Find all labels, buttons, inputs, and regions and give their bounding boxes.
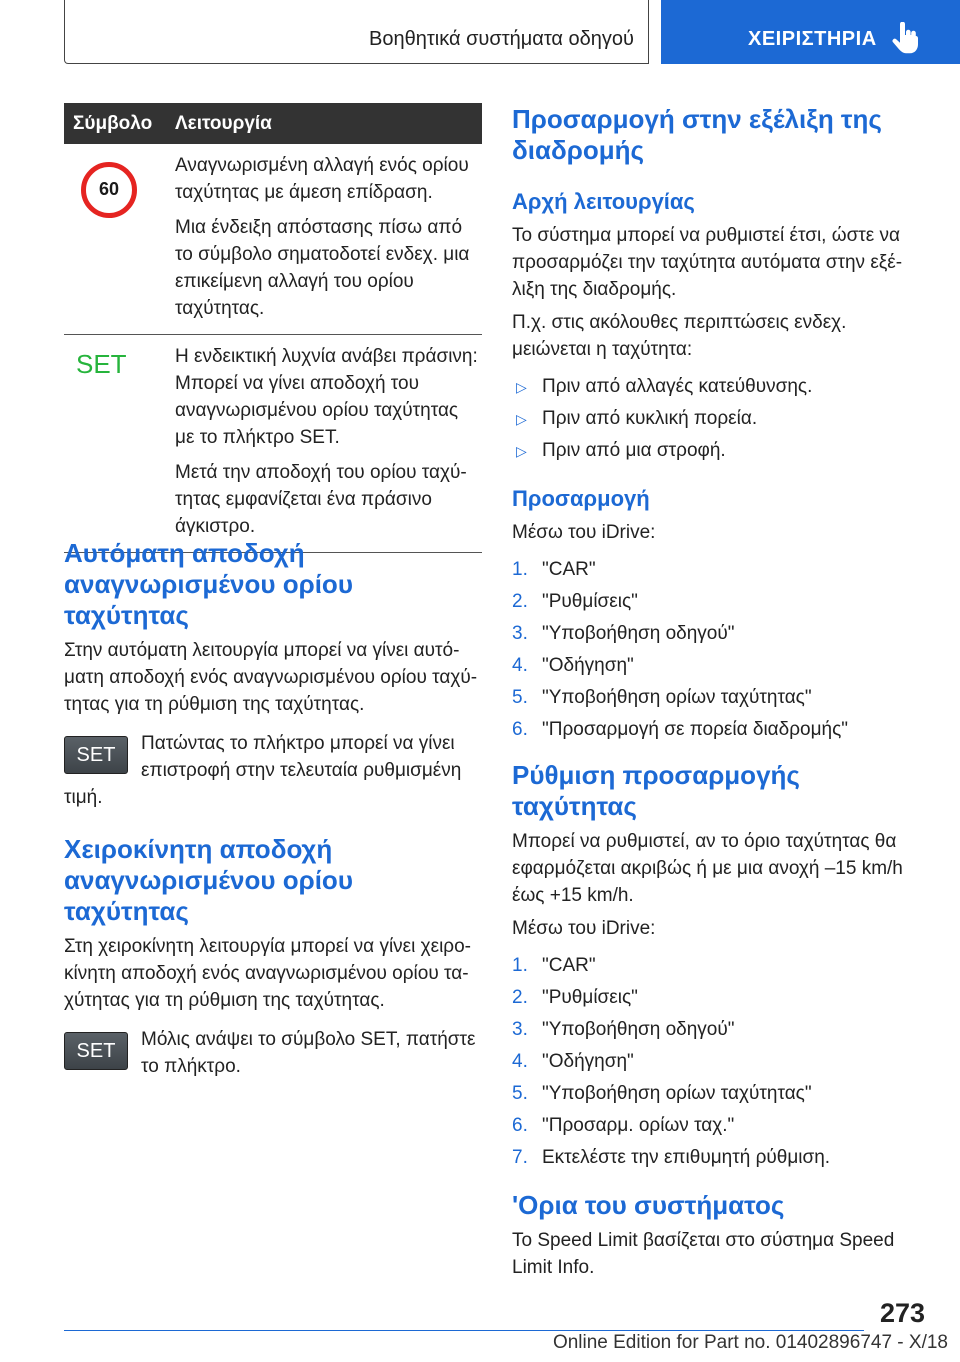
- system-limits-section: [512, 1190, 912, 1281]
- list-item: [512, 1014, 912, 1046]
- step-number: 4.: [512, 655, 528, 676]
- system-limits-text: Το Speed Limit βασίζεται στο σύστημα Speed Limit Info.: [512, 1230, 895, 1278]
- hand-pointer-icon: [891, 22, 919, 54]
- manual-set-note: [64, 1026, 480, 1080]
- idrive-text: Μέσω του iDrive:: [512, 522, 656, 543]
- route-adaptation-heading: Προσαρμογή στην εξέλιξη της διαδρομής: [512, 104, 882, 165]
- manual-set-text: Μόλις ανάψει το σύμβολο SET, πατήστε το πλήκτρο.: [141, 1029, 476, 1077]
- list-item: [512, 618, 912, 650]
- step-number: 1.: [512, 559, 528, 580]
- adjustment-heading: Προσαρμογή: [512, 486, 650, 511]
- list-item: [512, 586, 912, 618]
- list-item: [512, 371, 912, 403]
- list-item-text: "Προσαρμ. ορίων ταχ.": [542, 1115, 735, 1136]
- chapter-title: ΧΕΙΡΙΣΤΗΡΙΑ: [748, 28, 877, 50]
- speed-adjust-heading: Ρύθμιση προσαρμογής ταχύτητας: [512, 760, 800, 821]
- list-item-text: Πριν από κυκλική πορεία.: [542, 408, 758, 429]
- symbol-table: [64, 103, 482, 553]
- list-item: [512, 982, 912, 1014]
- principle-heading: Αρχή λειτουργίας: [512, 189, 695, 214]
- footer-rule: [64, 1330, 864, 1331]
- function-text: Μετά την αποδοχή του ορίου ταχύτητας εμφανίζεται ένα πράσινο άγκιστρο.: [175, 462, 467, 537]
- adjustment-steps: [512, 554, 912, 746]
- list-item-text: "CAR": [542, 559, 596, 580]
- speed-limit-value: 60: [98, 179, 120, 199]
- speed-adjust-section: [512, 760, 912, 1174]
- list-item-text: "Οδήγηση": [542, 655, 634, 676]
- manual-accept-section: [64, 834, 480, 1080]
- col-function-header: Λειτουργία: [175, 113, 272, 134]
- set-button-icon: SET: [64, 736, 128, 774]
- speed-limit-sign-icon: [81, 162, 137, 218]
- list-item-text: "Υποβοήθηση οδηγού": [542, 623, 735, 644]
- step-number: 2.: [512, 987, 528, 1008]
- list-item-text: "Προσαρμογή σε πορεία διαδρομής": [542, 719, 849, 740]
- table-row: [64, 144, 482, 335]
- list-item-text: "Οδήγηση": [542, 1051, 634, 1072]
- auto-accept-text: Στην αυτόματη λειτουργία μπορεί να γίνει αυτόματη αποδοχή ενός αναγνωρισμένου ορίου ταχύτητας για τη ρύθμιση της ταχύτητας.: [64, 640, 478, 715]
- function-text: Η ενδεικτική λυχνία ανάβει πράσινη: Μπορεί να γίνει αποδοχή του αναγνωρισμένου ορίου ταχύτητας με το πλήκτρο SET.: [175, 346, 478, 448]
- list-item: [512, 1110, 912, 1142]
- list-item-text: "Υποβοήθηση ορίων ταχύτητας": [542, 687, 812, 708]
- step-number: 7.: [512, 1147, 528, 1168]
- step-number: 5.: [512, 687, 528, 708]
- step-number: 6.: [512, 719, 528, 740]
- function-cell: [175, 335, 482, 552]
- col-symbol-header: Σύμβολο: [73, 113, 153, 134]
- list-item: [512, 1142, 912, 1174]
- auto-accept-section: [64, 538, 480, 811]
- step-number: 4.: [512, 1051, 528, 1072]
- auto-set-text: Πατώντας το πλήκτρο μπορεί να γίνει επιστροφή στην τελευταία ρυθμισμένη τιμή.: [64, 733, 462, 808]
- list-item-text: "Ρυθμίσεις": [542, 987, 638, 1008]
- list-item: [512, 1078, 912, 1110]
- manual-accept-text: Στη χειροκίνητη λειτουργία μπορεί να γίνει χειροκίνητη αποδοχή ενός αναγνωρισμένου ορίου ταχύτητας για τη ρύθμιση της ταχύτητας.: [64, 936, 471, 1011]
- list-item-text: "Ρυθμίσεις": [542, 591, 638, 612]
- step-number: 2.: [512, 591, 528, 612]
- page-header: [64, 0, 960, 64]
- list-item: [512, 435, 912, 467]
- set-indicator-icon: SET: [76, 349, 127, 379]
- table-row: [64, 335, 482, 553]
- example-text: Π.χ. στις ακόλουθες περιπτώσεις ενδεχ. μειώνεται η ταχύτητα:: [512, 312, 847, 360]
- list-item: [512, 714, 912, 746]
- speed-adjust-steps: [512, 950, 912, 1174]
- list-item-text: Πριν από μια στροφή.: [542, 440, 726, 461]
- function-cell: [175, 144, 482, 334]
- route-adaptation-section: [512, 104, 912, 746]
- list-item: [512, 682, 912, 714]
- set-button-icon: SET: [64, 1032, 128, 1070]
- table-header: [64, 103, 482, 144]
- list-item-text: Πριν από αλλαγές κατεύθυνσης.: [542, 376, 813, 397]
- manual-accept-heading: Χειροκίνητη αποδοχή αναγνωρισμένου ορίου ταχύτητας: [64, 834, 353, 926]
- list-item: [512, 554, 912, 586]
- function-text: Αναγνωρισμένη αλλαγή ενός ορίου ταχύτητας με άμεση επίδραση.: [175, 155, 469, 203]
- list-item-text: Εκτελέστε την επιθυμητή ρύθμιση.: [542, 1147, 831, 1168]
- step-number: 6.: [512, 1115, 528, 1136]
- page-number: 273: [880, 1298, 926, 1328]
- list-item: [512, 950, 912, 982]
- step-number: 3.: [512, 623, 528, 644]
- bullet-marker-icon: ▷: [516, 411, 527, 427]
- section-title: Βοηθητικά συστήματα οδηγού: [369, 28, 634, 50]
- list-item-text: "CAR": [542, 955, 596, 976]
- system-limits-heading: 'Ορια του συστήματος: [512, 1190, 785, 1220]
- bullet-marker-icon: ▷: [516, 379, 527, 395]
- list-item-text: "Υποβοήθηση οδηγού": [542, 1019, 735, 1040]
- step-number: 5.: [512, 1083, 528, 1104]
- chapter-tab: [661, 0, 960, 64]
- list-item: [512, 1046, 912, 1078]
- bullet-marker-icon: ▷: [516, 443, 527, 459]
- footer-edition: Online Edition for Part no. 01402896747 - X/18: [552, 1332, 948, 1353]
- list-item: [512, 403, 912, 435]
- example-list: [512, 371, 912, 467]
- auto-accept-heading: Αυτόματη αποδοχή αναγνωρισμένου ορίου ταχύτητας: [64, 538, 353, 630]
- speed-adjust-text: Μπορεί να ρυθμιστεί, αν το όριο ταχύτητας θα εφαρμόζεται ακριβώς ή με μια ανοχή –15 km/h έως +15 km/h.: [512, 831, 903, 906]
- function-text: Μια ένδειξη απόστασης πίσω από το σύμβολο σηματοδοτεί ενδεχ. μια επικείμενη αλλαγή του ορίου ταχύτητας.: [175, 217, 470, 319]
- list-item-text: "Υποβοήθηση ορίων ταχύτητας": [542, 1083, 812, 1104]
- auto-set-note: [64, 730, 480, 811]
- step-number: 3.: [512, 1019, 528, 1040]
- section-header: [64, 0, 649, 64]
- idrive-text: Μέσω του iDrive:: [512, 918, 656, 939]
- list-item: [512, 650, 912, 682]
- principle-text: Το σύστημα μπορεί να ρυθμιστεί έτσι, ώστε να προσαρμόζει την ταχύτητα αυτόματα στην εξέλιξη της διαδρομής.: [512, 225, 903, 300]
- step-number: 1.: [512, 955, 528, 976]
